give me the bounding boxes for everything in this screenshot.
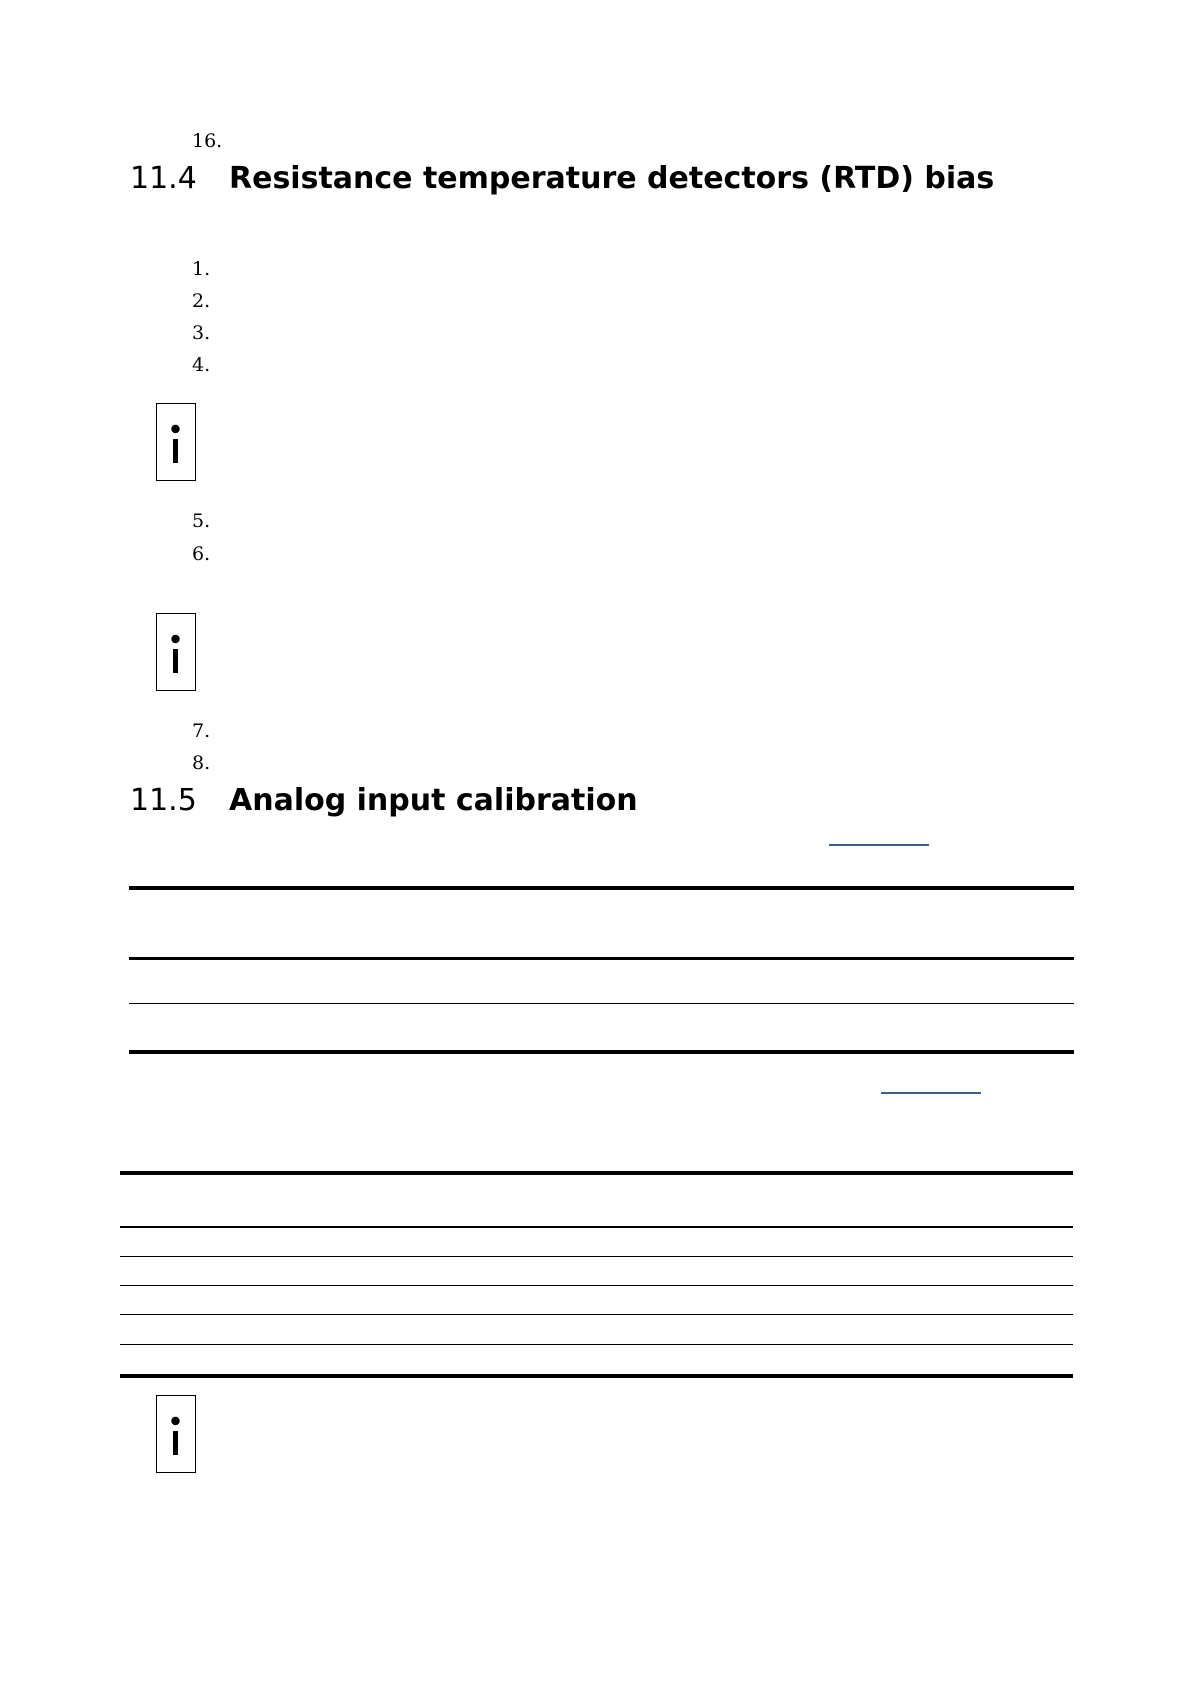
step-number-7: 7. — [192, 720, 211, 742]
table-row-divider — [120, 1344, 1073, 1345]
section-heading-11-5 — [130, 784, 197, 818]
step-number-1: 1. — [192, 258, 211, 280]
cross-reference-link[interactable] — [829, 844, 929, 846]
table-top-rule — [129, 886, 1074, 890]
step-number-5: 5. — [192, 510, 211, 532]
table-bottom-rule — [120, 1374, 1073, 1378]
step-number-3: 3. — [192, 322, 211, 344]
info-icon — [156, 1395, 196, 1473]
step-number-16: 16. — [192, 130, 223, 152]
section-heading-11-4 — [130, 162, 197, 196]
table-row-divider — [120, 1256, 1073, 1257]
cross-reference-link[interactable] — [881, 1092, 981, 1094]
info-icon — [156, 403, 196, 481]
info-icon — [156, 613, 196, 691]
step-number-2: 2. — [192, 290, 211, 312]
section-title: Resistance temperature detectors (RTD) bias — [229, 161, 995, 196]
section-number: 11.4 — [130, 161, 197, 196]
table-row-divider — [120, 1285, 1073, 1286]
table-row-divider — [129, 1003, 1074, 1004]
table-bottom-rule — [129, 1050, 1074, 1054]
table-row-divider — [120, 1314, 1073, 1315]
table-top-rule — [120, 1171, 1073, 1175]
section-number: 11.5 — [130, 783, 197, 818]
step-number-4: 4. — [192, 354, 211, 376]
table-header-rule — [129, 957, 1074, 960]
table-header-rule — [120, 1226, 1073, 1228]
step-number-6: 6. — [192, 543, 211, 565]
section-title: Analog input calibration — [229, 783, 638, 818]
step-number-8: 8. — [192, 752, 211, 774]
